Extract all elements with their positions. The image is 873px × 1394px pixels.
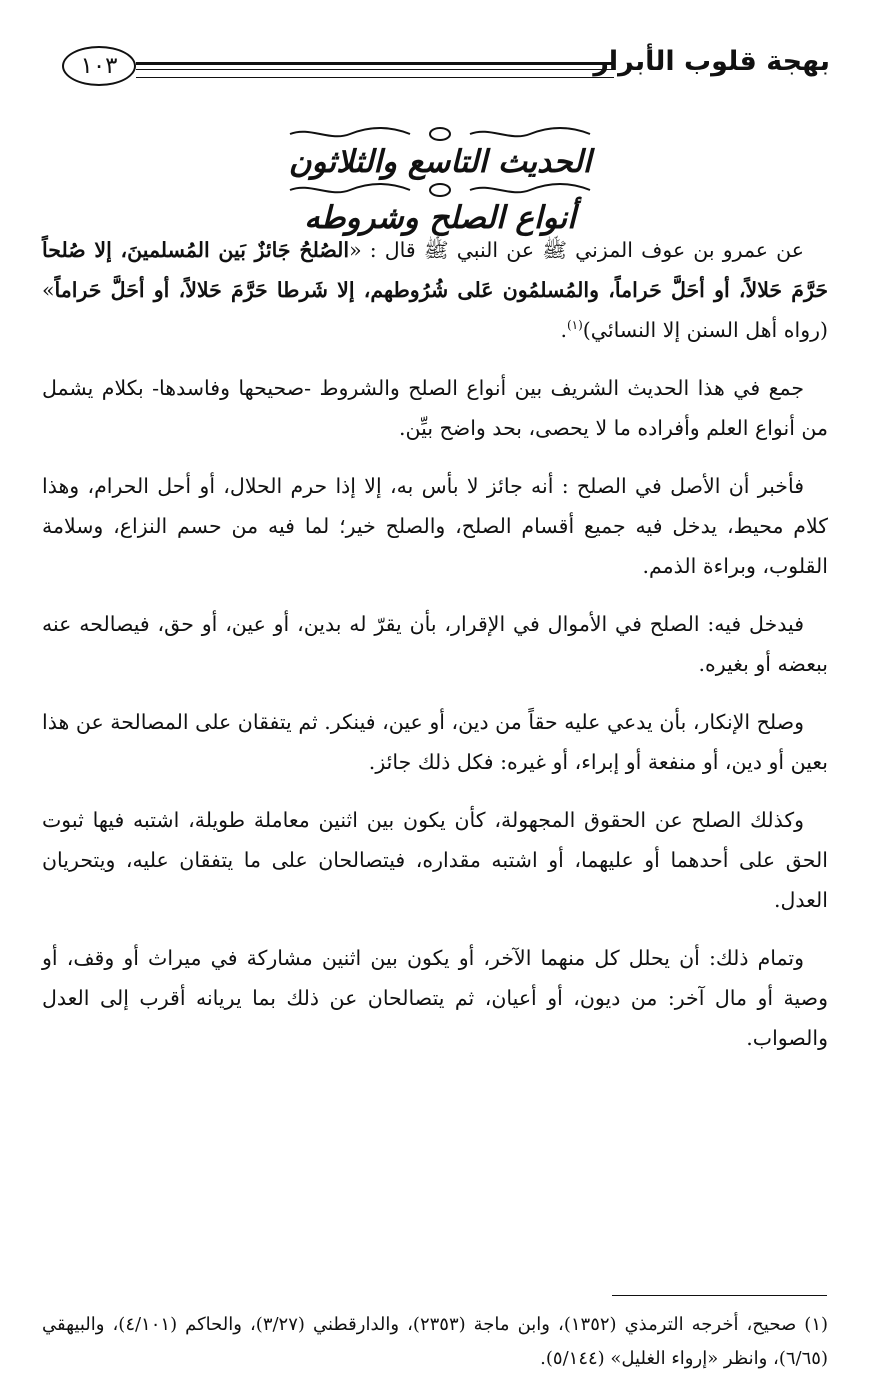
- paragraph: وتمام ذلك: أن يحلل كل منهما الآخر، أو يكون بين اثنين مشاركة في ميراث أو وقف، أو وصية أو مال آخر: من ديون، أو أعيان، ثم يتصالحان عن ذلك بما يريانه أقرب إلى العدل والصواب.: [42, 946, 828, 1050]
- paragraph: وصلح الإنكار، بأن يدعي عليه حقاً من دين، أو عين، فينكر. ثم يتفقان على المصالحة عن هذا بعين أو دين، أو منفعة أو إبراء، أو غيره: فكل ذلك جائز.: [42, 710, 828, 774]
- book-title: بهجة قلوب الأبرار: [593, 46, 830, 77]
- page-header: [58, 44, 830, 104]
- chapter-title-line2: أنواع الصلح وشروطه: [304, 200, 576, 236]
- footnote-item: (١) صحيح، أخرجه الترمذي (١٣٥٢)، وابن ماجة (٢٣٥٣)، والدارقطني (٣/٢٧)، والحاكم (٤/١٠١)، والبيهقي (٦/٦٥)، وانظر «إرواء الغليل» (٥/١٤٤).: [42, 1314, 829, 1369]
- header-rule: [136, 62, 614, 78]
- ornament-middle-icon: [280, 182, 600, 198]
- footnote-separator: [612, 1295, 827, 1296]
- paragraph: جمع في هذا الحديث الشريف بين أنواع الصلح والشروط -صحيحها وفاسدها- بكلام يشمل من أنواع العلم وأفراده ما لا يحصى، بحد واضح بيِّن.: [42, 376, 828, 440]
- footnotes: [42, 1308, 828, 1376]
- paragraph-hadith: [42, 230, 828, 350]
- hadith-intro: عن عمرو بن عوف المزني ﷺ عن النبي ﷺ قال : «: [349, 238, 804, 262]
- paragraph: فأخبر أن الأصل في الصلح : أنه جائز لا بأس به، إلا إذا حرم الحلال، أو أحل الحرام، وهذا كلام محيط، يدخل فيه جميع أقسام الصلح، والصلح خير؛ لما فيه من حسم النزاع، وسلامة القلوب، وبراءة الذمم.: [42, 474, 828, 578]
- page-number: ١٠٣: [62, 46, 136, 86]
- paragraph: وكذلك الصلح عن الحقوق المجهولة، كأن يكون بين اثنين معاملة طويلة، اشتبه فيها ثبوت الحق على أحدهما أو عليهما، أو اشتبه مقداره، فيتصالحان على ما يتفقان عليه، ويتحريان العدل.: [42, 808, 828, 912]
- footnote-ref[interactable]: (١): [566, 318, 583, 333]
- chapter-title-line1: الحديث التاسع والثلاثون: [288, 144, 592, 180]
- hadith-outro: » (رواه أهل السنن إلا النسائي): [42, 278, 828, 342]
- hadith-end: .: [560, 318, 567, 342]
- chapter-heading: [200, 126, 680, 238]
- ornament-top-icon: [280, 126, 600, 142]
- body-text: [42, 230, 828, 1076]
- hadith-text: الصُلحُ جَائزٌ بَين المُسلمينَ، إلا صُلحاً حَرَّمَ حَلالاً، أو أحَلَّ حَراماً، والمُسلمُون عَلى شُرُوطهم، إلا شَرطا حَرَّمَ حَلالاً، أو أحَلَّ حَراماً: [42, 238, 828, 302]
- paragraph: فيدخل فيه: الصلح في الأموال في الإقرار، بأن يقرّ له بدين، أو عين، أو حق، فيصالحه عنه ببعضه أو بغيره.: [42, 612, 828, 676]
